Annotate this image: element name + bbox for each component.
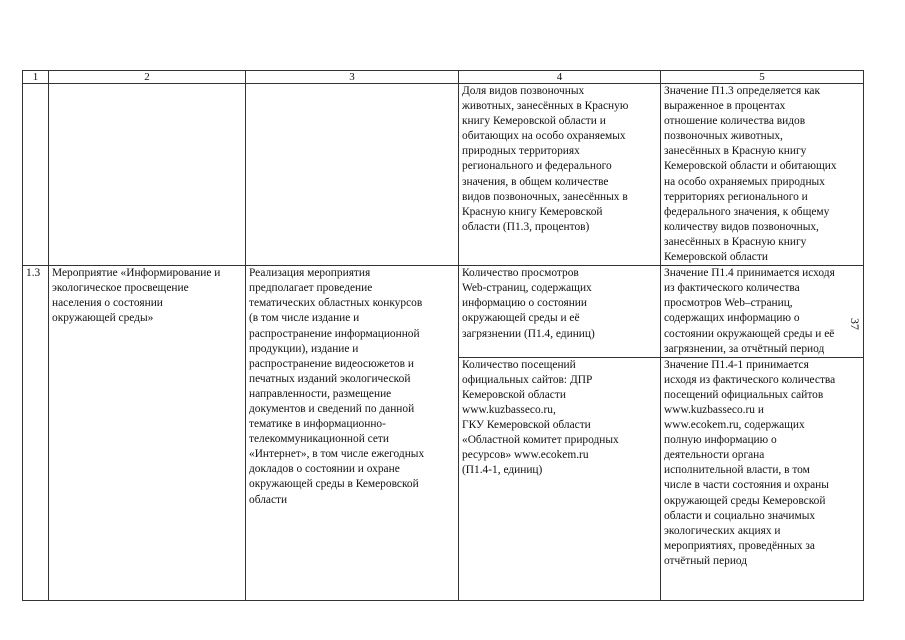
description-cell: [246, 84, 459, 266]
indicator-cell: Количество посещений официальных сайтов: ДПР Кемеровской области www.kuzbasseco.ru, ГКУ Кемеровской области «Областной комитет природных ресурсов» www.ecokem.ru (П1.4-1, единиц): [459, 357, 661, 600]
calculation-cell: Значение П1.4 принимается исходя из фактического количества просмотров Web–страниц, содержащих информацию о состоянии окружающей среды и её загрязнении, за отчётный период: [661, 266, 864, 358]
calculation-cell: Значение П1.3 определяется как выраженное в процентах отношение количества видов позвоночных животных, занесённых в Красную книгу Кемеровской области и обитающих на особо охраняемых природных территориях регионального и федерального значения, к общему количеству видов позвоночных, занесённых в Красную книгу Кемеровской области: [661, 84, 864, 266]
header-col-4: 4: [459, 71, 661, 84]
header-col-2: 2: [49, 71, 246, 84]
indicator-cell: Доля видов позвоночных животных, занесённых в Красную книгу Кемеровской области и обитающих на особо охраняемых природных территориях регионального и федерального значения, в общем количестве видов позвоночных, занесённых в Красную книгу Кемеровской области (П1.3, процентов): [459, 84, 661, 266]
table-row: [23, 266, 864, 358]
header-row: [23, 71, 864, 84]
indicator-cell: Количество просмотров Web-страниц, содержащих информацию о состоянии окружающей среды и её загрязнении (П1.4, единиц): [459, 266, 661, 358]
row-number-cell: [23, 84, 49, 266]
table-row: [23, 84, 864, 266]
header-col-1: 1: [23, 71, 49, 84]
header-col-5: 5: [661, 71, 864, 84]
description-cell: Реализация мероприятия предполагает проведение тематических областных конкурсов (в том числе издание и распространение информационной продукции), издание и распространение видеосюжетов и печатных изданий экологической направленности, размещение документов и сведений по данной тематике в информационно- телекоммуникационной сети «Интернет», в том числе ежегодных докладов о состоянии и охране окружающей среды в Кемеровской области: [246, 266, 459, 601]
activity-cell: Мероприятие «Информирование и экологическое просвещение населения о состоянии окружающей среды»: [49, 266, 246, 601]
document-table: [22, 70, 864, 601]
row-number-cell: 1.3: [23, 266, 49, 601]
activity-cell: [49, 84, 246, 266]
page-number: 37: [848, 318, 862, 330]
calculation-cell: Значение П1.4-1 принимается исходя из фактического количества посещений официальных сайтов www.kuzbasseco.ru и www.ecokem.ru, содержащих полную информацию о деятельности органа исполнительной власти, в том числе в части состояния и охраны окружающей среды Кемеровской области и социально значимых экологических акциях и мероприятиях, проведённых за отчётный период: [661, 357, 864, 600]
header-col-3: 3: [246, 71, 459, 84]
